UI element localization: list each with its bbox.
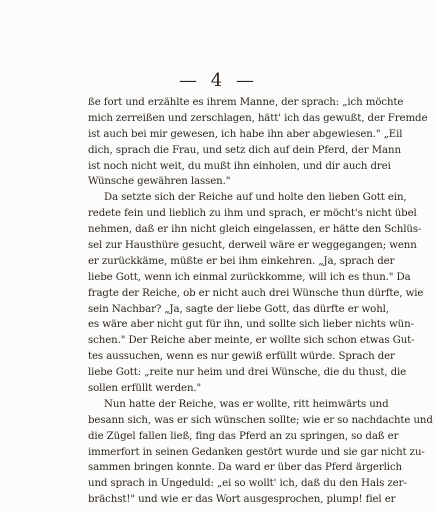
text-line: sein Nachbar? „Ja, sagte der liebe Gott, das dürfte er wohl, [88, 303, 389, 315]
page-number: — 4 — [179, 70, 258, 91]
text-line: ist noch nicht weit, du mußt ihn einholen, und dir auch drei [88, 160, 391, 172]
text-line: fragte der Reiche, ob er nicht auch drei Wünsche thun dürfte, wie [88, 287, 424, 299]
text-line: ße fort und erzählte es ihrem Manne, der sprach: „ich möchte [88, 97, 404, 108]
text-line: sollen erfüllt werden." [88, 383, 202, 395]
text-line: brächst!" und wie er das Wort ausgesprochen, plump! fiel er [88, 494, 396, 506]
body-text [88, 95, 433, 508]
text-line: nehmen, daß er ihn nicht gleich eingelassen, er hätte den Schlüs- [88, 224, 422, 236]
text-line: mich zerreißen und zerschlagen, hätt' ich das gewußt, der Fremde [88, 112, 428, 124]
text-line: sammen bringen konnte. Da ward er über das Pferd ärgerlich [88, 462, 402, 474]
text-line: liebe Gott, wenn ich einmal zurückkomme, will ich es thun." Da [88, 271, 411, 283]
text-line: schen." Der Reiche aber meinte, er wollte sich schon etwas Gut- [88, 335, 415, 347]
text-line: ist auch bei mir gewesen, ich habe ihn aber abgewiesen." „Eil [88, 128, 403, 140]
text-line: und sprach in Ungeduld: „ei so wollt' ich, daß du den Hals zer- [88, 478, 407, 490]
paragraph-start-line: Da setzte sich der Reiche auf und holte den lieben Gott ein, [104, 192, 407, 204]
text-line: dich, sprach die Frau, und setz dich auf dein Pferd, der Mann [88, 144, 401, 156]
text-line: die Zügel fallen ließ, fing das Pferd an zu springen, so daß er [88, 430, 399, 442]
text-line: redete fein und lieblich zu ihm und sprach, er möcht's nicht übel [88, 208, 417, 220]
text-line: immerfort in seinen Gedanken gestört wurde und sie gar nicht zu- [88, 446, 425, 458]
text-line: es wäre aber nicht gut für ihn, und sollte sich lieber nichts wün- [88, 319, 414, 331]
text-line: liebe Gott: „reite nur heim und drei Wünsche, die du thust, die [88, 367, 407, 379]
text-line: besann sich, was er sich wünschen sollte; wie er so nachdachte und [88, 414, 433, 426]
paragraph-start-line: Nun hatte der Reiche, was er wollte, ritt heimwärts und [104, 398, 389, 410]
text-line: tes aussuchen, wenn es nur gewiß erfüllt würde. Sprach der [88, 351, 395, 363]
text-line: sel zur Hausthüre gesucht, derweil wäre er weggegangen; wenn [88, 240, 417, 252]
text-line: er zurückkäme, müßte er bei ihm einkehren. „Ja, sprach der [88, 255, 395, 267]
text-line: Wünsche gewähren lassen." [88, 176, 231, 188]
